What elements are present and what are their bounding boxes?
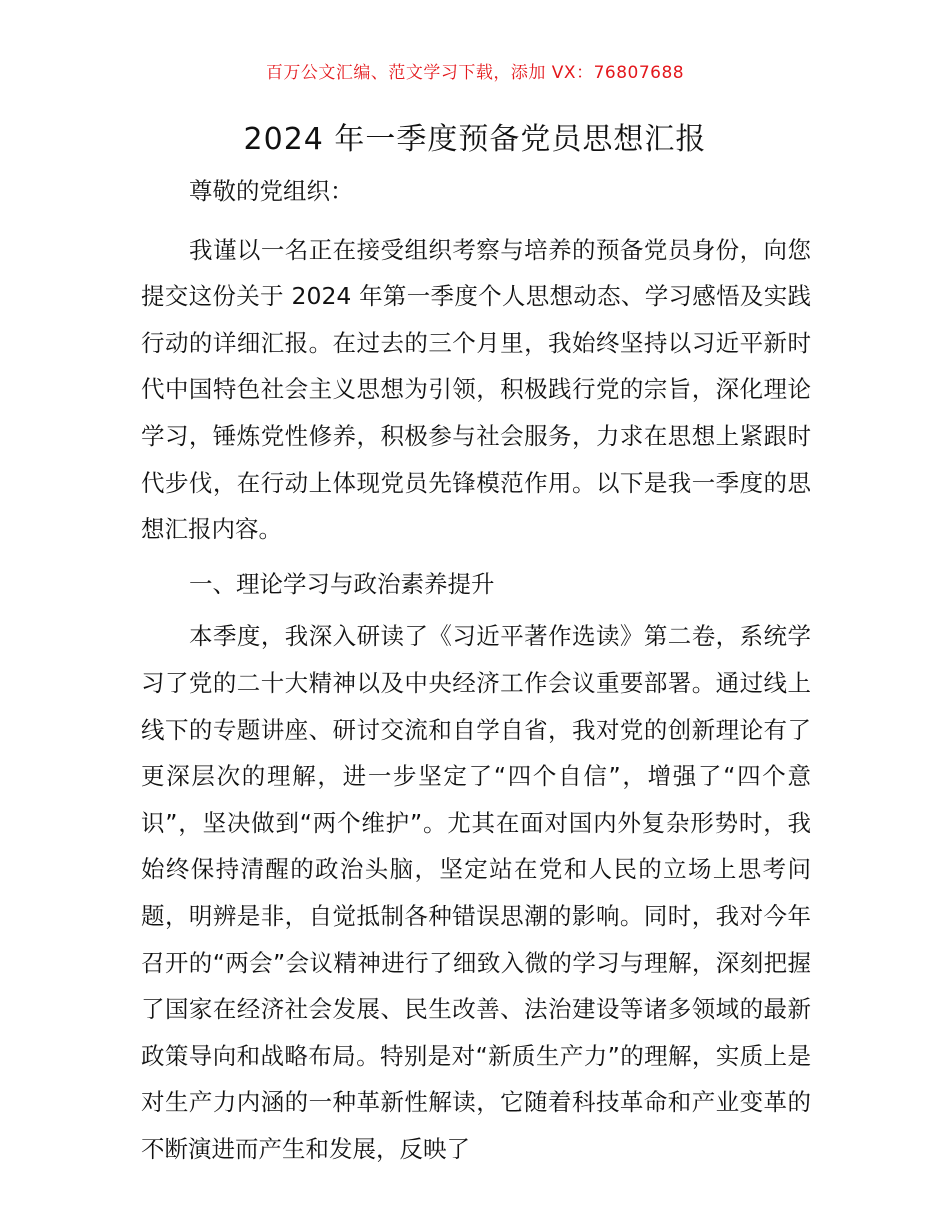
intro-paragraph: 我谨以一名正在接受组织考察与培养的预备党员身份，向您提交这份关于 2024 年第一季度个人思想动态、学习感悟及实践行动的详细汇报。在过去的三个月里，我始终坚持以习近平新时代中国特色社会主义思想为引领，积极践行党的宗旨，深化理论学习，锤炼党性修养，积极参与社会服务，力求在思想上紧跟时代步伐，在行动上体现党员先锋模范作用。以下是我一季度的思想汇报内容。 — [141, 235, 811, 544]
section-1-paragraph: 本季度，我深入研读了《习近平著作选读》第二卷，系统学习了党的二十大精神以及中央经济工作会议重要部署。通过线上线下的专题讲座、研讨交流和自学自省，我对党的创新理论有了更深层次的理解，进一步坚定了“四个自信”，增强了“四个意识”，坚决做到“两个维护”。尤其在面对国内外复杂形势时，我始终保持清醒的政治头脑，坚定站在党和人民的立场上思考问题，明辨是非，自觉抵制各种错误思潮的影响。同时，我对今年召开的“两会”会议精神进行了细致入微的学习与理解，深刻把握了国家在经济社会发展、民生改善、法治建设等诸多领域的最新政策导向和战略布局。特别是对“新质生产力”的理解，实质上是对生产力内涵的一种革新性解读，它随着科技革命和产业变革的不断演进而产生和发展，反映了 — [141, 622, 811, 1163]
salutation: 尊敬的党组织： — [189, 177, 354, 205]
section-heading-1: 一、理论学习与政治素养提升 — [189, 569, 495, 598]
document-title: 2024 年一季度预备党员思想汇报 — [243, 122, 707, 157]
document-body — [141, 168, 811, 1172]
header-watermark-note: 百万公文汇编、范文学习下载，添加 VX：76807688 — [265, 63, 685, 83]
